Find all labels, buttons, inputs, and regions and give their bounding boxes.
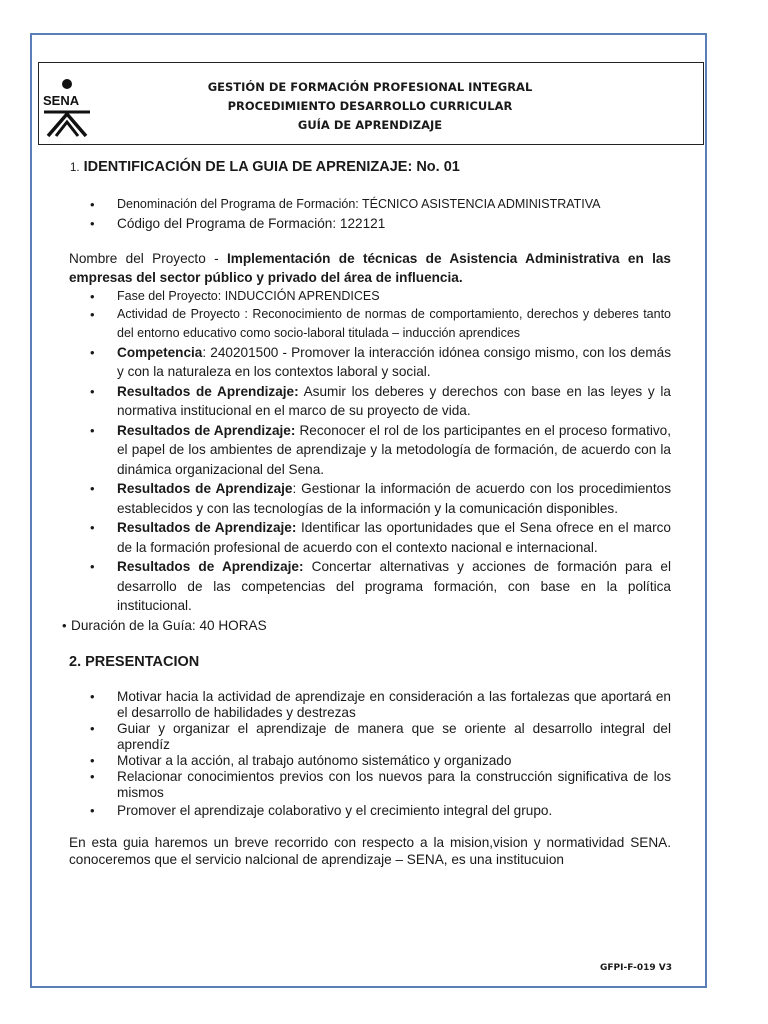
document-code: GFPI-F-019 V3 bbox=[600, 963, 672, 973]
section-1-title bbox=[70, 158, 671, 179]
sena-logo bbox=[40, 76, 100, 140]
section-1-title-text: IDENTIFICACIÓN DE LA GUIA DE APRENIZAJE: No. 01 bbox=[83, 159, 460, 175]
project-name: Implementación de técnicas de Asistencia Administrativa en las empresas del sector público y privado del área de influencia. bbox=[69, 250, 671, 285]
document-body bbox=[70, 158, 671, 868]
result-text: Concertar alternativas y acciones de formación para el desarrollo de las competencias del programa formación, con base en la política institucional. bbox=[117, 559, 671, 613]
result-text: : Gestionar la información de acuerdo con los procedimientos establecidos y con las tecnologías de la información y la comunicación disponibles. bbox=[117, 481, 672, 516]
result-text: Reconocer el rol de los participantes en el proceso formativo, el papel de los ambientes de aprendizaje y la metodología de formación, de acuerdo con la dinámica organizacional del Sena. bbox=[117, 422, 671, 477]
list-item bbox=[70, 421, 671, 480]
intro-paragraph: En esta guia haremos un breve recorrido con respecto a la mision,vision y normatividad SENA. conoceremos que el servicio nalcional de aprendizaje – SENA, es una institucuion bbox=[69, 834, 671, 867]
duration-list bbox=[42, 616, 671, 636]
result-text: Asumir los deberes y derechos con base en las leyes y la normativa institucional en el marco de su proyecto de vida. bbox=[117, 383, 671, 418]
list-item: • Guiar y organizar el aprendizaje de manera que se oriente al desarrollo integral del aprendíz bbox=[70, 721, 671, 753]
list-item bbox=[70, 343, 671, 382]
list-item bbox=[70, 557, 671, 616]
header-titles bbox=[110, 78, 630, 135]
list-item: • Promover el aprendizaje colaborativo y el crecimiento integral del grupo. bbox=[70, 803, 671, 819]
result-text: Identificar las oportunidades que el Sena ofrece en el marco de la formación profesional de acuerdo con el contexto nacional e internacional. bbox=[117, 520, 671, 555]
list-item bbox=[70, 479, 671, 518]
header-line-2: PROCEDIMIENTO DESARROLLO CURRICULAR bbox=[227, 99, 513, 113]
competencia-label: Competencia bbox=[117, 344, 203, 360]
sena-logo-text: SENA bbox=[43, 93, 80, 108]
header-line-3: GUÍA DE APRENDIZAJE bbox=[297, 118, 443, 132]
result-label: Resultados de Aprendizaje: bbox=[117, 383, 299, 399]
result-label: Resultados de Aprendizaje: bbox=[117, 559, 304, 574]
list-item: • Actividad de Proyecto : Reconocimiento de normas de comportamiento, derechos y deberes tanto del entorno educativo como socio-laboral titulada – inducción aprendices bbox=[70, 305, 671, 343]
list-item: • Relacionar conocimientos previos con los nuevos para la construcción significativa de los mismos bbox=[70, 769, 671, 801]
list-item: • Fase del Proyecto: INDUCCIÓN APRENDICES bbox=[70, 288, 671, 305]
competencia-text: : 240201500 - Promover la interacción idónea consigo mismo, con los demás y con la naturaleza en los contextos laboral y social. bbox=[117, 344, 671, 379]
header-line-1: GESTIÓN DE FORMACIÓN PROFESIONAL INTEGRAL bbox=[207, 80, 533, 94]
program-info-list bbox=[70, 195, 671, 234]
result-label: Resultados de Aprendizaje: bbox=[117, 422, 296, 438]
section-2-title: 2. PRESENTACION bbox=[69, 654, 200, 670]
result-label: Resultados de Aprendizaje: bbox=[117, 520, 297, 535]
list-item bbox=[70, 518, 671, 557]
duration-item: • Duración de la Guía: 40 HORAS bbox=[42, 616, 671, 636]
list-item bbox=[70, 382, 671, 421]
list-item: • Código del Programa de Formación: 122121 bbox=[70, 214, 671, 234]
project-label: Nombre del Proyecto - bbox=[69, 250, 227, 266]
list-item: • Motivar hacia la actividad de aprendizaje en consideración a las fortalezas que aportará en el desarrollo de habilidades y destrezas bbox=[70, 689, 671, 721]
presentation-list bbox=[70, 689, 671, 819]
list-item: • Denominación del Programa de Formación: TÉCNICO ASISTENCIA ADMINISTRATIVA bbox=[70, 195, 671, 215]
project-details-list bbox=[70, 288, 671, 616]
project-name-paragraph bbox=[69, 249, 671, 288]
list-item: • Motivar a la acción, al trabajo autónomo sistemático y organizado bbox=[70, 753, 671, 769]
section-1-number: 1. bbox=[70, 162, 80, 174]
result-label: Resultados de Aprendizaje bbox=[117, 481, 293, 496]
